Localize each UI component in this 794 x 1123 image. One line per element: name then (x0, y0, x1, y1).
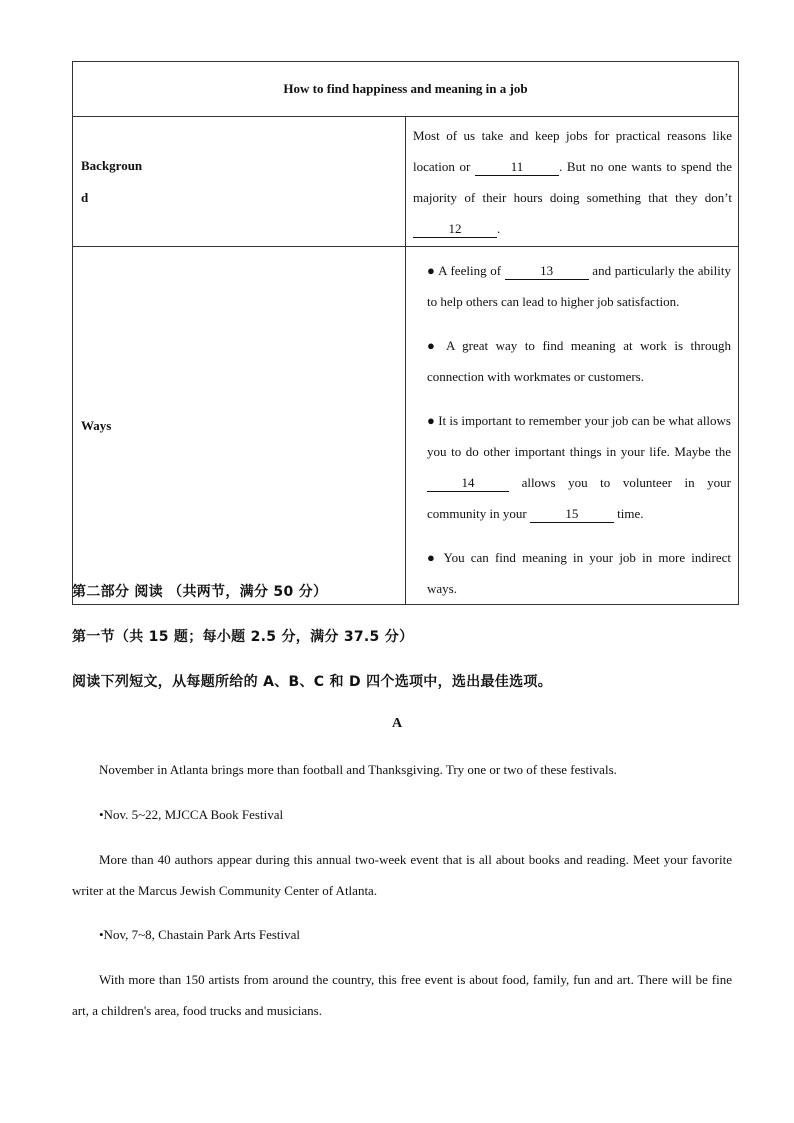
ways-item-4-text: You can find meaning in your job in more indirect ways. (427, 550, 731, 596)
ways-item-3-text-a: It is important to remember your job can be what allows you to do other important things in your life. Maybe the (427, 413, 731, 459)
blank-15[interactable]: 15 (530, 505, 614, 523)
ways-item-1-text-b: and particularly the ability to help others can lead to higher job satisfaction. (427, 263, 731, 309)
event-2-title: •Nov, 7~8, Chastain Park Arts Festival (99, 927, 301, 942)
background-text-b: . But no one wants to spend the majority of their hours doing something that they don’t (413, 158, 732, 205)
ways-item-2-text: A great way to find meaning at work is through connection with workmates or customers. (427, 338, 731, 384)
ways-item-1-text-a: A feeling of (438, 263, 505, 278)
ways-item-2 (427, 330, 731, 392)
event-1-title: •Nov. 5~22, MJCCA Book Festival (99, 807, 284, 822)
background-text-a: Most of us take and keep jobs for practical reasons like location or (413, 127, 732, 174)
event-2-text: With more than 150 artists from around the country, this free event is about food, family, fun and art. There will be fine art, a children's area, food trucks and musicians. (72, 972, 732, 1018)
background-label-line1: Backgroun (81, 157, 143, 173)
background-label-line2: d (81, 189, 89, 205)
background-label (73, 117, 406, 247)
ways-item-3-text-c: time. (613, 506, 644, 521)
blank-14[interactable]: 14 (427, 474, 509, 492)
passage-label: A (391, 716, 403, 731)
blank-11[interactable]: 11 (475, 158, 559, 176)
background-text-c: . (497, 220, 501, 236)
part-heading: 第二部分 阅读 （共两节，满分 50 分） (72, 584, 328, 600)
table-title: How to find happiness and meaning in a job (73, 62, 739, 117)
summary-table (72, 61, 739, 605)
instruction: 阅读下列短文，从每题所给的 A、B、C 和 D 四个选项中，选出最佳选项。 (72, 674, 552, 690)
ways-item-4 (427, 542, 731, 604)
passage-intro: November in Atlanta brings more than football and Thanksgiving. Try one or two of these festivals. (99, 762, 617, 777)
ways-content (406, 247, 739, 605)
bullet-icon: ● (427, 550, 438, 565)
ways-item-3-text-b: allows you to volunteer in your community in your (427, 475, 731, 521)
blank-13[interactable]: 13 (505, 262, 589, 280)
ways-item-1 (427, 255, 731, 317)
ways-label: Ways (73, 247, 406, 605)
bullet-icon: ● (427, 338, 440, 353)
bullet-icon: ● (427, 263, 436, 278)
event-1-text: More than 40 authors appear during this annual two-week event that is all about books and reading. Meet your favorite writer at the Marcus Jewish Community Center of Atlanta. (72, 852, 732, 898)
blank-12[interactable]: 12 (413, 220, 497, 238)
background-content (406, 117, 739, 247)
ways-item-3 (427, 405, 731, 529)
sub-heading: 第一节（共 15 题；每小题 2.5 分，满分 37.5 分） (72, 629, 414, 645)
bullet-icon: ● (427, 413, 435, 428)
